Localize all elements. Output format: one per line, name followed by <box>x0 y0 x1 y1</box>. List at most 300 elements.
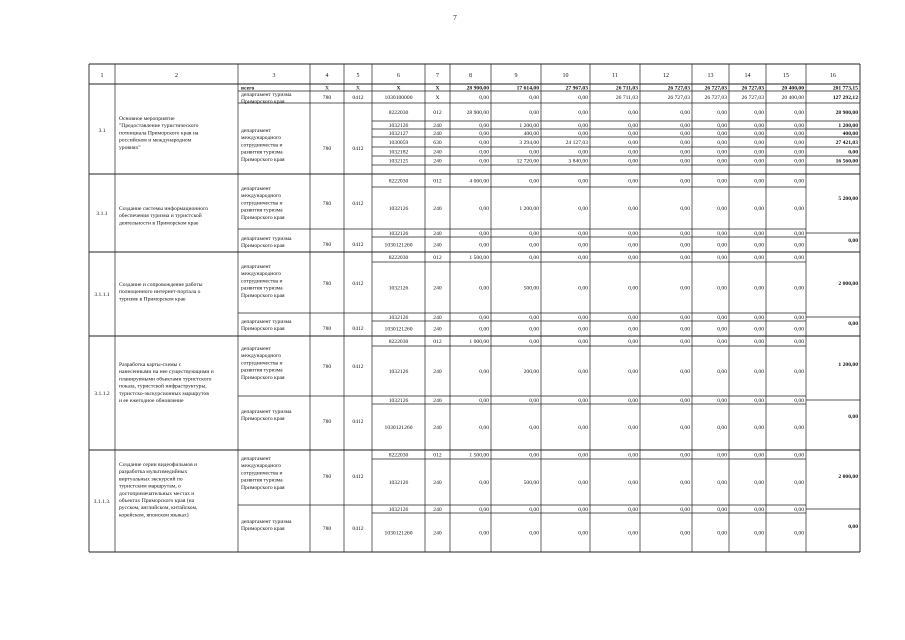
measure-name: обеспечения туризма и туристской <box>119 213 202 220</box>
amount-value: 0,00 <box>717 231 727 237</box>
row-label: сотрудничества и <box>241 360 283 367</box>
row-label: департамент <box>241 128 271 134</box>
measure-name: деятельности в Приморском крае <box>119 220 199 227</box>
measure-name: нанесенными на нее существующими и <box>119 369 214 376</box>
amount-value: 0,00 <box>754 315 764 321</box>
amount-value: 0,00 <box>754 110 764 116</box>
measure-name: планируемыми объектами туристского <box>119 376 212 383</box>
row-label: Приморского края <box>241 292 285 299</box>
measure-name: туристским маршрутам, о <box>119 483 181 490</box>
row-number: 3.1.1.1 <box>94 292 110 298</box>
amount-value: 0,00 <box>529 315 539 321</box>
column-header: 5 <box>356 73 360 79</box>
measure-name: достопримечательных местах и <box>119 490 195 497</box>
amount-value: 17 614,00 <box>516 85 539 92</box>
section-code: 0412 <box>352 281 364 287</box>
row-label: международного <box>241 463 282 470</box>
amount-value: 0,00 <box>754 285 764 292</box>
amount-value: 0,00 <box>754 231 764 237</box>
measure-name: уровнях" <box>119 144 141 151</box>
row-label: сотрудничества и <box>241 200 283 207</box>
row-number: 3.1.1.3. <box>93 499 111 505</box>
amount-value: 0,00 <box>794 242 804 249</box>
amount-value: 1 200,00 <box>838 123 858 129</box>
amount-value: 0,00 <box>680 110 690 116</box>
amount-value: 0,00 <box>529 326 539 333</box>
measure-name: разработка мультимедийных <box>119 469 188 476</box>
grbs-code: 780 <box>322 146 332 152</box>
amount-value: 0,00 <box>717 398 727 404</box>
amount-value: 0,00 <box>479 149 489 156</box>
row-label: развития туризма <box>241 149 283 156</box>
amount-value: 0,00 <box>529 110 539 116</box>
amount-value: 0,00 <box>628 140 638 146</box>
row-label: международного <box>241 271 282 278</box>
row-label: международного <box>241 353 282 360</box>
section-code: 0412 <box>352 146 364 152</box>
amount-value: 0,00 <box>628 255 638 261</box>
amount-value: 0,00 <box>794 231 804 237</box>
amount-value: 0,00 <box>628 369 638 375</box>
measure-name: и ее ежегодное обновление <box>119 398 184 404</box>
amount-value: 0,00 <box>578 242 588 249</box>
amount-value: 0,00 <box>628 231 638 237</box>
measure-name: Создание серии видеофильмов и <box>119 462 198 468</box>
amount-value: 3 840,00 <box>568 158 588 165</box>
amount-value: 0,00 <box>578 255 588 261</box>
amount-value: 0,00 <box>754 178 764 185</box>
amount-value: 0,00 <box>680 158 690 165</box>
row-label: развития туризма <box>241 367 283 374</box>
amount-value: 0,00 <box>479 123 489 129</box>
amount-value: 0,00 <box>717 507 727 513</box>
amount-value: 0,00 <box>717 285 727 292</box>
amount-value: 0,00 <box>717 149 727 156</box>
amount-value: 26 727,03 <box>667 85 690 92</box>
amount-value: 26 727,03 <box>667 95 690 101</box>
amount-value: 0,00 <box>717 369 727 375</box>
amount-value: 24 127,03 <box>565 140 588 146</box>
amount-value: 28 900,00 <box>835 110 858 116</box>
vr-code: 240 <box>433 158 442 165</box>
amount-value: 0,00 <box>479 326 489 333</box>
amount-value: 0,00 <box>628 425 638 431</box>
column-header: 8 <box>469 73 472 79</box>
grbs-code: 780 <box>322 95 332 101</box>
amount-value: 500,00 <box>523 480 539 486</box>
total-value: 2 000,00 <box>838 474 858 480</box>
section-code: 0412 <box>352 526 364 532</box>
amount-value: 0,00 <box>717 315 727 321</box>
amount-value: 0,00 <box>717 178 727 185</box>
amount-value: 0,00 <box>479 480 489 486</box>
amount-value: 0,00 <box>717 339 727 345</box>
amount-value: 0,00 <box>479 315 489 321</box>
amount-value: 0,00 <box>717 530 727 537</box>
amount-value: 0,00 <box>680 339 690 345</box>
amount-value: 0,00 <box>680 530 690 537</box>
amount-value: 0,00 <box>680 242 690 249</box>
amount-value: 200,00 <box>523 369 539 375</box>
amount-value: 0,00 <box>754 480 764 486</box>
amount-value: 0,00 <box>717 140 727 146</box>
amount-value: 26 727,03 <box>741 95 764 101</box>
amount-value: 0,00 <box>794 507 804 513</box>
vr-code: X <box>435 95 440 101</box>
grbs-code: 780 <box>322 526 332 532</box>
amount-value: 0,00 <box>628 315 638 321</box>
row-label: Приморского края <box>241 374 285 381</box>
amount-value: 0,00 <box>479 242 489 249</box>
csr-code: 1032125 <box>388 158 409 165</box>
amount-value: 0,00 <box>717 425 727 431</box>
section-code: 0412 <box>352 474 364 480</box>
amount-value: 0,00 <box>794 425 804 431</box>
section-code: 0412 <box>352 95 364 101</box>
amount-value: 0,00 <box>754 530 764 537</box>
column-header: 14 <box>744 73 751 79</box>
amount-value: 0,00 <box>628 398 638 404</box>
amount-value: 0,00 <box>794 339 804 345</box>
amount-value: 0,00 <box>578 315 588 321</box>
row-label: Приморского края <box>241 243 285 250</box>
amount-value: 0,00 <box>754 425 764 431</box>
amount-value: 0,00 <box>479 140 489 146</box>
vr-code: 240 <box>433 480 442 486</box>
amount-value: 0,00 <box>578 425 588 431</box>
amount-value: 0,00 <box>628 480 638 486</box>
measure-name: туризме в Приморском крае <box>119 296 186 303</box>
amount-value: 0,00 <box>479 158 489 165</box>
amount-value: 0,00 <box>754 255 764 261</box>
row-label: Приморского края <box>241 326 285 333</box>
row-number: 3.1 <box>98 128 106 134</box>
row-label: департамент туризма <box>241 236 292 242</box>
measure-name: Создание системы информационного <box>119 206 209 212</box>
row-label: департамент туризма <box>241 519 292 525</box>
amount-value: 0,00 <box>717 123 727 129</box>
csr-code: X <box>396 85 401 92</box>
amount-value: 0,00 <box>628 285 638 292</box>
vr-code: 012 <box>433 255 442 261</box>
amount-value: 12 720,00 <box>516 158 539 165</box>
amount-value: 1 500,00 <box>469 452 489 459</box>
amount-value: 0,00 <box>578 339 588 345</box>
row-label: развития туризма <box>241 207 283 214</box>
column-header: 1 <box>100 73 104 79</box>
row-label: развития туризма <box>241 477 283 484</box>
grbs-code: 780 <box>322 419 332 425</box>
amount-value: 0,00 <box>578 398 588 404</box>
csr-code: 1030059 <box>388 140 409 146</box>
amount-value: 0,00 <box>479 530 489 537</box>
amount-value: 400,00 <box>523 131 539 137</box>
amount-value: 0,00 <box>717 158 727 165</box>
amount-value: 20 400,00 <box>781 85 804 92</box>
vr-code: 240 <box>433 326 442 333</box>
column-header: 13 <box>707 73 714 79</box>
amount-value: 0,00 <box>628 326 638 333</box>
measure-name: русском, английском, китайском, <box>119 505 198 512</box>
amount-value: 0,00 <box>628 339 638 345</box>
amount-value: 0,00 <box>717 326 727 333</box>
amount-value: 0,00 <box>754 326 764 333</box>
row-label: департамент <box>241 456 271 462</box>
grbs-code: 780 <box>322 326 332 332</box>
amount-value: 0,00 <box>794 398 804 404</box>
amount-value: 0,00 <box>754 339 764 345</box>
amount-value: 0,00 <box>680 231 690 237</box>
amount-value: 0,00 <box>578 452 588 459</box>
vr-code: 630 <box>433 140 442 146</box>
column-header: 11 <box>612 73 618 79</box>
amount-value: 0,00 <box>680 315 690 321</box>
measure-name: полноценного интернет-портала о <box>119 289 201 296</box>
row-label: сотрудничества и <box>241 278 283 285</box>
amount-value: 1 200,00 <box>519 206 539 212</box>
amount-value: 0,00 <box>479 507 489 513</box>
amount-value: 0,00 <box>754 206 764 212</box>
row-label: Приморского края <box>241 484 285 491</box>
amount-value: 26 727,03 <box>741 85 764 92</box>
amount-value: 500,00 <box>523 285 539 292</box>
grbs-code: 780 <box>322 201 332 207</box>
amount-value: 0,00 <box>578 95 588 101</box>
amount-value: 0,00 <box>794 140 804 146</box>
amount-value: 0,00 <box>529 95 539 101</box>
csr-code: 8222030 <box>388 255 409 261</box>
section-code: 0412 <box>352 364 364 370</box>
row-number: 3.1.1.2 <box>94 391 110 397</box>
total-value: 0,00 <box>848 321 858 327</box>
amount-value: 0,00 <box>578 131 588 137</box>
amount-value: 0,00 <box>754 507 764 513</box>
measure-name: корейском, японском языках) <box>119 512 189 519</box>
amount-value: 201 773,15 <box>832 85 858 92</box>
amount-value: 0,00 <box>794 158 804 165</box>
amount-value: 0,00 <box>680 285 690 292</box>
total-value: 0,00 <box>848 238 858 244</box>
amount-value: 0,00 <box>680 480 690 486</box>
amount-value: 0,00 <box>717 110 727 116</box>
amount-value: 0,00 <box>680 178 690 185</box>
amount-value: 0,00 <box>578 369 588 375</box>
amount-value: 0,00 <box>794 149 804 156</box>
amount-value: 0,00 <box>794 178 804 185</box>
column-header: 10 <box>562 73 569 79</box>
measure-name: Создание и сопровождение работы <box>119 282 203 288</box>
amount-value: 0,00 <box>529 339 539 345</box>
amount-value: 28 900,00 <box>466 85 489 92</box>
csr-code: 8222030 <box>388 110 409 116</box>
row-label: департамент туризма <box>241 319 292 325</box>
csr-code: 1030121260 <box>384 326 413 333</box>
amount-value: 0,00 <box>578 326 588 333</box>
section-code: 0412 <box>352 242 364 248</box>
amount-value: 0,00 <box>754 140 764 146</box>
csr-code: 8222030 <box>388 339 409 345</box>
row-label: Приморского края <box>241 214 285 221</box>
amount-value: 0,00 <box>794 480 804 486</box>
amount-value: 0,00 <box>578 178 588 185</box>
amount-value: 127 292,12 <box>832 95 858 101</box>
amount-value: 0,00 <box>717 206 727 212</box>
measure-name: туристско-экскурсионных маршрутов <box>119 390 209 397</box>
amount-value: 0,00 <box>628 206 638 212</box>
row-label: департамент <box>241 186 271 192</box>
vr-code: 240 <box>433 315 442 321</box>
amount-value: 0,00 <box>754 398 764 404</box>
amount-value: 26 711,03 <box>615 95 638 101</box>
row-label: Приморского края <box>241 156 285 163</box>
vr-code: 240 <box>433 507 442 513</box>
amount-value: 1 000,00 <box>469 339 489 345</box>
amount-value: 1 500,00 <box>469 255 489 261</box>
row-label: сотрудничества и <box>241 142 283 149</box>
vr-code: 240 <box>433 425 442 431</box>
amount-value: 0,00 <box>578 206 588 212</box>
amount-value: 0,00 <box>578 507 588 513</box>
amount-value: 0,00 <box>578 480 588 486</box>
amount-value: 0,00 <box>754 123 764 129</box>
amount-value: 0,00 <box>529 425 539 431</box>
amount-value: 0,00 <box>794 530 804 537</box>
row-label: международного <box>241 135 282 142</box>
amount-value: 0,00 <box>479 398 489 404</box>
amount-value: 0,00 <box>754 242 764 249</box>
total-value: 0,00 <box>848 524 858 530</box>
amount-value: 0,00 <box>578 110 588 116</box>
amount-value: 0,00 <box>754 158 764 165</box>
row-label: департамент туризма <box>241 409 292 415</box>
amount-value: 0,00 <box>754 452 764 459</box>
amount-value: 0,00 <box>680 149 690 156</box>
amount-value: 0,00 <box>680 326 690 333</box>
amount-value: 0,00 <box>680 206 690 212</box>
amount-value: 400,00 <box>842 131 858 137</box>
amount-value: 0,00 <box>628 178 638 185</box>
amount-value: 0,00 <box>794 452 804 459</box>
total-value: 1 200,00 <box>838 362 858 368</box>
vr-code: 240 <box>433 285 442 292</box>
vr-code: 012 <box>433 452 442 459</box>
amount-value: 0,00 <box>578 285 588 292</box>
amount-value: 0,00 <box>529 452 539 459</box>
vr-code: 240 <box>433 123 442 129</box>
csr-code: 8222030 <box>388 452 409 459</box>
vr-code: 012 <box>433 339 442 345</box>
amount-value: 0,00 <box>529 242 539 249</box>
csr-code: 1032126 <box>388 123 409 129</box>
csr-code: 1030121260 <box>384 530 413 537</box>
vr-code: X <box>435 85 440 92</box>
vr-code: 240 <box>433 131 442 137</box>
amount-value: 26 727,03 <box>704 85 727 92</box>
grbs-code: X <box>324 85 330 92</box>
amount-value: 26 727,03 <box>704 95 727 101</box>
amount-value: 27 967,03 <box>565 85 588 92</box>
amount-value: 0,00 <box>794 131 804 137</box>
vr-code: 240 <box>433 369 442 375</box>
amount-value: 0,00 <box>628 507 638 513</box>
csr-code: 1032127 <box>388 131 409 137</box>
vr-code: 240 <box>433 206 442 212</box>
amount-value: 3 294,00 <box>519 140 539 146</box>
csr-code: 1032126 <box>388 206 409 212</box>
vr-code: 240 <box>433 231 442 237</box>
amount-value: 0,00 <box>628 149 638 156</box>
column-header: 16 <box>830 73 836 79</box>
amount-value: 0,00 <box>794 255 804 261</box>
csr-code: 1030121260 <box>384 242 413 249</box>
amount-value: 0,00 <box>529 398 539 404</box>
vr-code: 240 <box>433 530 442 537</box>
amount-value: 27 421,03 <box>835 140 858 146</box>
column-header: 15 <box>783 73 789 79</box>
csr-code: 1030100000 <box>384 95 413 101</box>
amount-value: 0,00 <box>680 140 690 146</box>
section-code: 0412 <box>352 326 364 332</box>
column-header: 6 <box>397 73 400 79</box>
amount-value: 0,00 <box>578 123 588 129</box>
column-header: 3 <box>272 73 276 79</box>
csr-code: 1030121260 <box>384 425 413 431</box>
amount-value: 0,00 <box>794 110 804 116</box>
row-label: Приморского края <box>241 526 285 533</box>
total-value: 5 200,00 <box>838 196 858 202</box>
amount-value: 0,00 <box>479 285 489 292</box>
page-number: 7 <box>453 14 457 22</box>
amount-value: 0,00 <box>794 326 804 333</box>
grbs-code: 780 <box>322 281 332 287</box>
amount-value: 4 000,00 <box>469 178 489 185</box>
amount-value: 0,00 <box>794 315 804 321</box>
column-header: 9 <box>514 73 518 79</box>
amount-value: 0,00 <box>529 507 539 513</box>
section-code: X <box>355 85 361 92</box>
amount-value: 0,00 <box>680 131 690 137</box>
amount-value: 0,00 <box>794 369 804 375</box>
amount-value: 0,00 <box>794 123 804 129</box>
amount-value: 20 400,00 <box>781 95 804 101</box>
row-label: Приморского края <box>241 99 285 105</box>
vr-code: 012 <box>433 110 442 116</box>
amount-value: 0,00 <box>680 425 690 431</box>
measure-name: показа, туристской инфраструктуры, <box>119 383 207 390</box>
amount-value: 1 200,00 <box>519 123 539 129</box>
amount-value: 0,00 <box>754 149 764 156</box>
vr-code: 240 <box>433 398 442 404</box>
amount-value: 28 900,00 <box>466 110 489 116</box>
amount-value: 0,00 <box>680 123 690 129</box>
amount-value: 0,00 <box>628 110 638 116</box>
amount-value: 0,00 <box>479 206 489 212</box>
amount-value: 0,00 <box>578 231 588 237</box>
csr-code: 1032126 <box>388 480 409 486</box>
vr-code: 012 <box>433 178 442 185</box>
amount-value: 0,00 <box>680 452 690 459</box>
measure-name: российском и международном <box>119 137 192 144</box>
amount-value: 0,00 <box>680 507 690 513</box>
section-code: 0412 <box>352 201 364 207</box>
amount-value: 0,00 <box>628 123 638 129</box>
amount-value: 0,00 <box>794 285 804 292</box>
amount-value: 0,00 <box>479 369 489 375</box>
csr-code: 1032126 <box>388 231 409 237</box>
column-header: 2 <box>175 73 178 79</box>
measure-name: "Предоставление туристического <box>119 123 199 130</box>
row-label: развития туризма <box>241 285 283 292</box>
